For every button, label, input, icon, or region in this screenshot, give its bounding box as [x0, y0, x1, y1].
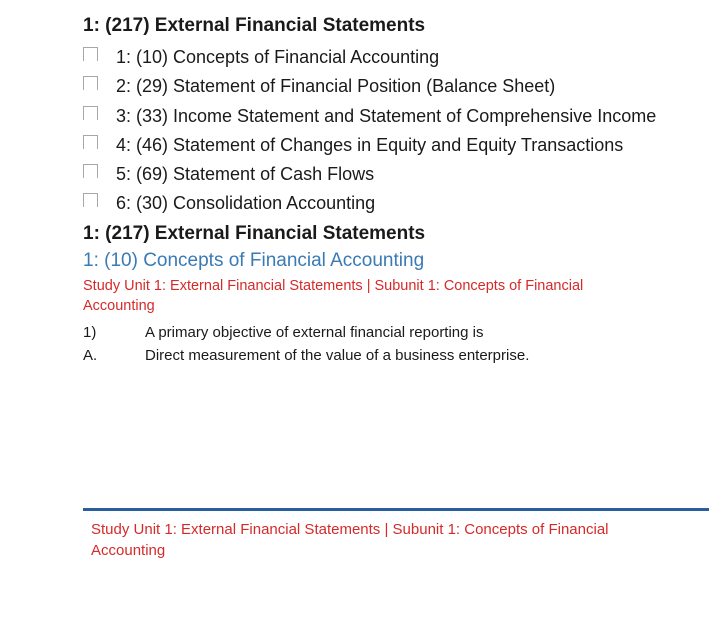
subunit-checkbox[interactable]: [83, 106, 98, 120]
answer-choice-row[interactable]: [83, 345, 709, 368]
question-stem: A primary objective of external financial reporting is: [145, 324, 484, 342]
list-item[interactable]: [83, 190, 709, 216]
subunit-label: 4: (46) Statement of Changes in Equity and Equity Transactions: [116, 134, 624, 155]
breadcrumb: Study Unit 1: External Financial Statements | Subunit 1: Concepts of Financial Accounting: [83, 278, 584, 314]
subunit-checkbox[interactable]: [83, 193, 98, 207]
subunit-checkbox[interactable]: [83, 164, 98, 178]
list-item[interactable]: [83, 103, 709, 129]
subunit-label: 2: (29) Statement of Financial Position (Balance Sheet): [116, 76, 556, 97]
selected-subunit-link[interactable]: 1: (10) Concepts of Financial Accounting: [83, 249, 425, 271]
subunit-checkbox[interactable]: [83, 135, 98, 149]
question-stem-row: [83, 322, 709, 345]
subunit-label: 3: (33) Income Statement and Statement of Comprehensive Income: [116, 105, 657, 126]
choice-letter: A.: [83, 346, 98, 364]
list-item[interactable]: [83, 161, 709, 187]
choice-text: Direct measurement of the value of a business enterprise.: [145, 346, 530, 364]
subunit-label: 1: (10) Concepts of Financial Accounting: [116, 47, 440, 68]
footer-breadcrumb: Study Unit 1: External Financial Statements | Subunit 1: Concepts of Financial Accounting: [91, 521, 609, 559]
subunit-label: 6: (30) Consolidation Accounting: [116, 192, 376, 213]
subunit-checkbox[interactable]: [83, 47, 98, 61]
list-item[interactable]: [83, 73, 709, 99]
subunit-label: 5: (69) Statement of Cash Flows: [116, 163, 375, 184]
list-item[interactable]: [83, 132, 709, 158]
list-item[interactable]: [83, 44, 709, 70]
selected-unit-heading: 1: (217) External Financial Statements: [83, 222, 426, 244]
section-divider: [83, 508, 709, 511]
study-unit-heading: 1: (217) External Financial Statements: [83, 15, 426, 36]
question-number: 1): [83, 324, 97, 342]
subunit-checkbox[interactable]: [83, 76, 98, 90]
subunit-list: [83, 44, 709, 216]
